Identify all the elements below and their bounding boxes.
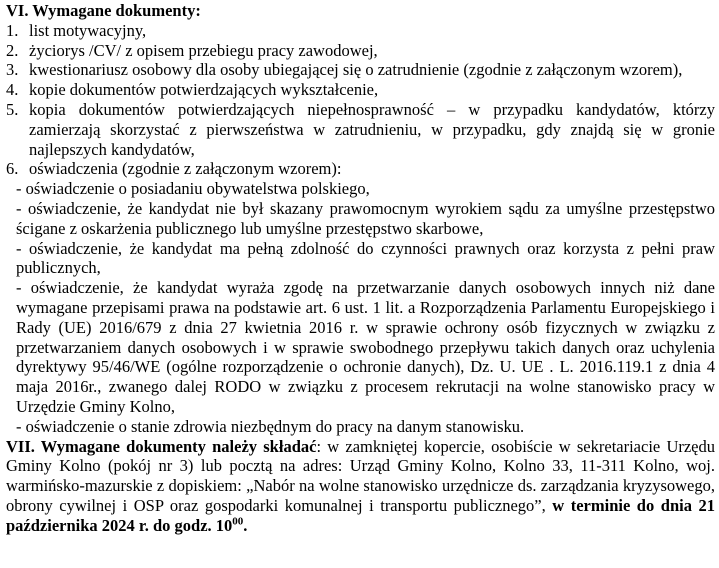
list-item — [6, 159, 715, 436]
declaration-item: - oświadczenie, że kandydat ma pełną zdolność do czynności prawnych oraz korzysta z pełni praw publicznych, — [16, 238, 715, 278]
declarations-list — [16, 179, 715, 436]
list-item — [6, 41, 715, 61]
list-number: 4. — [6, 80, 19, 100]
list-number: 2. — [6, 40, 19, 60]
list-item — [6, 80, 715, 100]
list-text: kwestionariusz osobowy dla osoby ubiegającej się o zatrudnienie (zgodnie z załączonym wzorem), — [29, 60, 683, 80]
list-text: list motywacyjny, — [29, 20, 147, 40]
deadline-minutes: 00 — [232, 515, 244, 528]
list-text: oświadczenia (zgodnie z załączonym wzorem): — [29, 159, 342, 179]
list-item — [6, 60, 715, 80]
list-number: 1. — [6, 20, 19, 40]
deadline-text: w terminie do dnia 21 października 2024 r. do godz. 10 — [6, 495, 715, 535]
declaration-item: - oświadczenie, że kandydat nie był skazany prawomocnym wyrokiem sądu za umyślne przestępstwo ścigane z oskarżenia publicznego lub umyślne przestępstwo skarbowe, — [16, 198, 715, 238]
list-number: 5. — [6, 99, 19, 119]
required-documents-list — [6, 21, 715, 437]
deadline-period: . — [243, 515, 248, 535]
list-text: kopia dokumentów potwierdzających niepełnosprawność – w przypadku kandydatów, którzy zamierzają skorzystać z pierwszeństwa w zatrudnieniu, w przypadku, gdy znajdą się w gronie najlepszych kandydatów, — [29, 99, 715, 159]
section-vii-paragraph — [6, 437, 715, 536]
section-heading-vii: VII. Wymagane dokumenty należy składać — [6, 436, 317, 456]
list-item — [6, 21, 715, 41]
list-item — [6, 100, 715, 159]
section-heading-vi: VI. Wymagane dokumenty: — [6, 1, 201, 20]
declaration-item: - oświadczenie, że kandydat wyraża zgodę na przetwarzanie danych osobowych innych niż dane wymagane przepisami prawa na podstawie art. 6 ust. 1 lit. a Rozporządzenia Parlamentu Europejskiego i Rady (UE) 2016/679 z dnia 27 kwietnia 2016 r. w sprawie ochrony osób fizycznych w związku z przetwarzaniem danych osobowych i w sprawie swobodnego przepływu takich danych oraz uchylenia dyrektywy 95/46/WE (ogólne rozporządzenie o ochronie danych), Dz. U. UE . L. 2016.119.1 z dnia 4 maja 2016r., zwanego dalej RODO w związku z procesem rekrutacji na wolne stanowisko pracy w Urzędzie Gminy Kolno, — [16, 278, 715, 416]
list-text: kopie dokumentów potwierdzających wykształcenie, — [29, 80, 379, 100]
list-number: 3. — [6, 60, 19, 80]
declaration-item: - oświadczenie o stanie zdrowia niezbędnym do pracy na danym stanowisku. — [16, 416, 525, 436]
list-text: życiorys /CV/ z opisem przebiegu pracy zawodowej, — [29, 40, 378, 60]
declaration-item: - oświadczenie o posiadaniu obywatelstwa polskiego, — [16, 179, 370, 199]
submission-instructions: : w zamkniętej kopercie, osobiście w sekretariacie Urzędu Gminy Kolno (pokój nr 3) lub pocztą na adres: Urząd Gminy Kolno, Kolno 33, 11-311 Kolno, woj. warmińsko-mazurskie z dopiskiem: „Nabór na wolne stanowisko urzędnicze ds. zarządzania kryzysowego, obrony cywilnej i OSP oraz gospodarki komunalnej i transportu publicznego”, — [6, 436, 716, 515]
list-number: 6. — [6, 159, 19, 179]
